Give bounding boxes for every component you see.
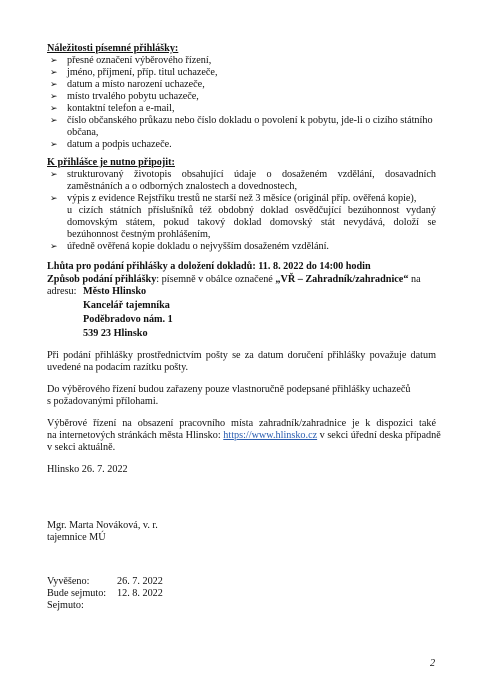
address-line: Kancelář tajemníka <box>83 300 170 311</box>
paragraph-web-text: na internetových stránkách města Hlinsko: <box>47 430 224 441</box>
bullet-arrow-icon: ➢ <box>50 170 58 180</box>
requirement-item: místo trvalého pobytu uchazeče, <box>67 91 199 102</box>
paragraph-web-line: v sekci aktuálně. <box>47 442 116 453</box>
date-place: Hlinsko 26. 7. 2022 <box>47 464 128 475</box>
attachment-line: výpis z evidence Rejstříku trestů ne starší než 3 měsíce (originál příp. ověřená kopie), <box>67 193 417 204</box>
bullet-arrow-icon: ➢ <box>50 68 58 78</box>
paragraph-web-line <box>47 430 441 442</box>
attachment-line: u cizích státních příslušníků též obdobný doklad osvědčující bezúhonnost vydaný <box>67 205 436 216</box>
bullet-arrow-icon: ➢ <box>50 80 58 90</box>
paragraph-post-line: uvedené na podacím razítku pošty. <box>47 362 189 373</box>
address-line: Město Hlinsko <box>83 286 147 297</box>
bullet-arrow-icon: ➢ <box>50 92 58 102</box>
address-line: 539 23 Hlinsko <box>83 328 148 339</box>
posting-value: 26. 7. 2022 <box>117 576 163 587</box>
paragraph-signed-line: Do výběrového řízení budou zařazeny pouze vlastnoručně podepsané přihlášky uchazečů <box>47 384 411 395</box>
attachment-line: úředně ověřená kopie dokladu o nejvyšším dosaženém vzdělání. <box>67 241 329 252</box>
bullet-arrow-icon: ➢ <box>50 104 58 114</box>
submission-text: : písemně v obálce označené <box>156 274 276 285</box>
paragraph-post-line: Při podání přihlášky prostřednictvím pošty se za datum doručení přihlášky považuje datum <box>47 350 436 361</box>
hlinsko-website-link[interactable]: https://www.hlinsko.cz <box>223 430 318 441</box>
requirement-item: jméno, příjmení, příp. titul uchazeče, <box>67 67 218 78</box>
paragraph-web-text: v sekci úřední deska případně <box>317 430 441 441</box>
submission-line <box>47 274 421 286</box>
bullet-arrow-icon: ➢ <box>50 140 58 150</box>
posting-label: Bude sejmuto: <box>47 588 107 599</box>
posting-label: Vyvěšeno: <box>47 576 90 587</box>
requirement-item: kontaktní telefon a e-mail, <box>67 103 175 114</box>
attachment-line: strukturovaný životopis obsahující údaje o dosaženém vzdělání, dosavadních <box>67 169 436 180</box>
envelope-marking: „VŘ – Zahradník/zahradnice“ <box>275 274 409 285</box>
requirement-item-continuation: občana, <box>67 127 99 138</box>
bullet-arrow-icon: ➢ <box>50 56 58 66</box>
signatory-role: tajemnice MÚ <box>47 532 106 543</box>
requirements-heading: Náležitosti písemné přihlášky: <box>47 43 179 54</box>
address-label: adresu: <box>47 286 77 297</box>
attachment-line: zaměstnáních a o odborných znalostech a dovednostech, <box>67 181 297 192</box>
requirement-item: přesné označení výběrového řízení, <box>67 55 212 66</box>
bullet-arrow-icon: ➢ <box>50 194 58 204</box>
posting-label: Sejmuto: <box>47 600 84 611</box>
deadline: Lhůta pro podání přihlášky a doložení dokladů: 11. 8. 2022 do 14:00 hodin <box>47 261 371 272</box>
posting-value: 12. 8. 2022 <box>117 588 163 599</box>
attachment-line: domovským státem, pokud takový doklad domovský stát nevydává, doloží se <box>67 217 436 228</box>
bullet-arrow-icon: ➢ <box>50 242 58 252</box>
page-number: 2 <box>430 658 436 669</box>
attachment-line: bezúhonnost čestným prohlášením, <box>67 229 211 240</box>
submission-text-end: na <box>408 274 421 285</box>
requirement-item: datum a místo narození uchazeče, <box>67 79 205 90</box>
requirement-item: datum a podpis uchazeče. <box>67 139 172 150</box>
submission-label: Způsob podání přihlášky <box>47 274 157 285</box>
paragraph-signed-line: s požadovanými přílohami. <box>47 396 159 407</box>
signatory-name: Mgr. Marta Nováková, v. r. <box>47 520 158 531</box>
requirement-item: číslo občanského průkazu nebo číslo dokladu o povolení k pobytu, jde-li o cizího státního <box>67 115 433 126</box>
bullet-arrow-icon: ➢ <box>50 116 58 126</box>
attachments-heading: K přihlášce je nutno připojit: <box>47 157 175 168</box>
address-line: Poděbradovo nám. 1 <box>83 314 173 325</box>
paragraph-web-line: Výběrové řízení na obsazení pracovního místa zahradník/zahradnice je k dispozici také <box>47 418 436 429</box>
